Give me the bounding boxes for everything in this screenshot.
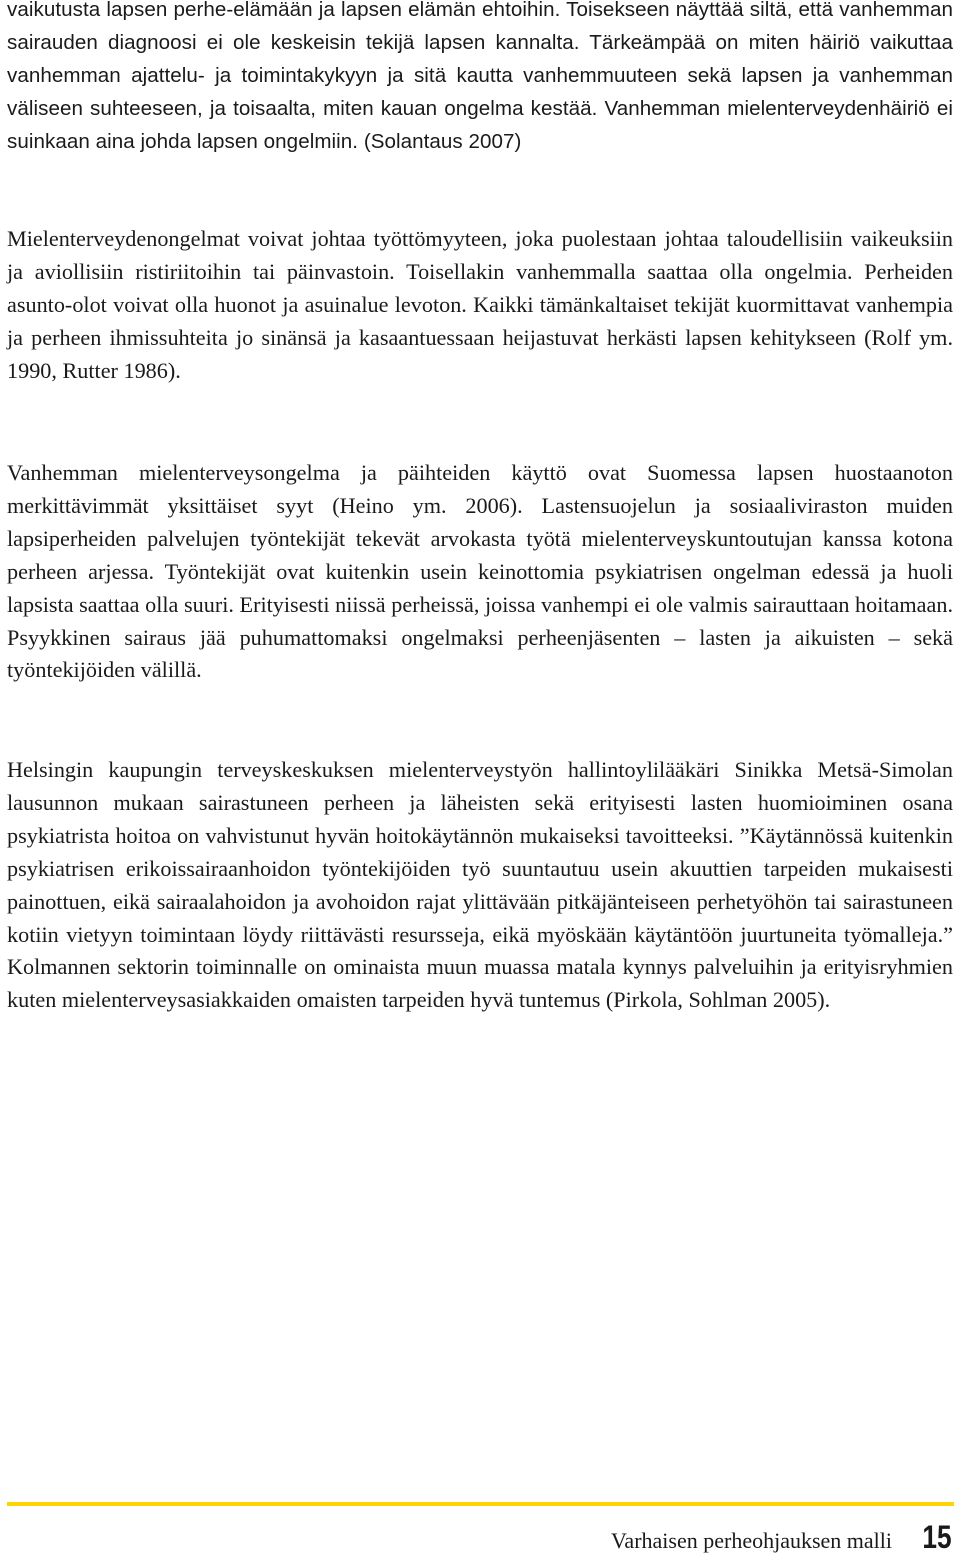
paragraph-mental-health-problems: Mielenterveydenongelmat voivat johtaa työttömyyteen, joka puolestaan johtaa taloudellisiin vaikeuksiin ja aviollisiin ristiriitoihin tai päinvastoin. Toisellakin vanhemmalla saattaa olla ongelmia. Perheiden asunto-olot voivat olla huonot ja asuinalue levoton. Kaikki tämänkaltaiset tekijät kuormittavat vanhempia ja perheen ihmissuhteita jo sinänsä ja kasaantuessaan heijastuvat herkästi lapsen kehitykseen (Rolf ym. 1990, Rutter 1986). — [7, 226, 953, 383]
page-number: 15 — [922, 1519, 952, 1555]
paragraph-child-custody-causes: Vanhemman mielenterveysongelma ja päihteiden käyttö ovat Suomessa lapsen huostaanoton merkittävimmät yksittäiset syyt (Heino ym. 2006). Lastensuojelun ja sosiaaliviraston muiden lapsiperheiden palvelujen työntekijät tekevät arvokasta työtä mielenterveyskuntoutujan kanssa kotona perheen arjessa. Työntekijät ovat kuitenkin usein keinottomia psykiatrisen ongelman edessä ja huoli lapsista saattaa olla suuri. Erityisesti niissä perheissä, joissa vanhempi ei ole valmis sairauttaan hoitamaan. Psyykkinen sairaus jää puhumattomaksi ongelmaksi perheenjäsenten – lasten ja aikuisten – sekä työntekijöiden välillä. — [7, 460, 953, 683]
paragraph-helsinki-statement: Helsingin kaupungin terveyskeskuksen mielenterveystyön hallintoylilääkäri Sinikka Metsä-Simolan lausunnon mukaan sairastuneen perheen ja läheisten sekä erityisesti lasten huomioiminen osana psykiatrista hoitoa on vahvistunut hyvän hoitokäytännön mukaiseksi tavoitteeksi. ”Käytännössä kuitenkin psykiatrisen erikoissairaanhoidon työntekijöiden työ suuntautuu usein akuuttien tarpeiden mukaisesti painottuen, eikä sairaalahoidon ja avohoidon rajat ylittävään pitkäjänteiseen perhetyöhön tai sairastuneen kotiin vietyyn toimintaan löydy riittävästi resursseja, eikä myöskään käytäntöön juurtuneita työmalleja.” Kolmannen sektorin toiminnalle on ominaista muun muassa matala kynnys palveluihin ja erityisryhmien kuten mielenterveysasiakkaiden omaisten tarpeiden hyvä tuntemus (Pirkola, Sohlman 2005). — [7, 757, 953, 1013]
footer-rule — [7, 1502, 954, 1506]
footer-title: Varhaisen perheohjauksen malli — [610, 1528, 892, 1553]
paragraph-parent-illness-impact: vaikutusta lapsen perhe-elämään ja lapsen elämän ehtoihin. Toisekseen näyttää siltä, että vanhemman sairauden diagnoosi ei ole keskeisin tekijä lapsen kannalta. Tärkeämpää on miten häiriö vaikuttaa vanhemman ajattelu- ja toimintakykyyn ja sitä kautta vanhemmuuteen sekä lapsen ja vanhemman väliseen suhteeseen, ja toisaalta, miten kauan ongelma kestää. Vanhemman mielenterveydenhäiriö ei suinkaan aina johda lapsen ongelmiin. (Solantaus 2007) — [7, 0, 953, 153]
